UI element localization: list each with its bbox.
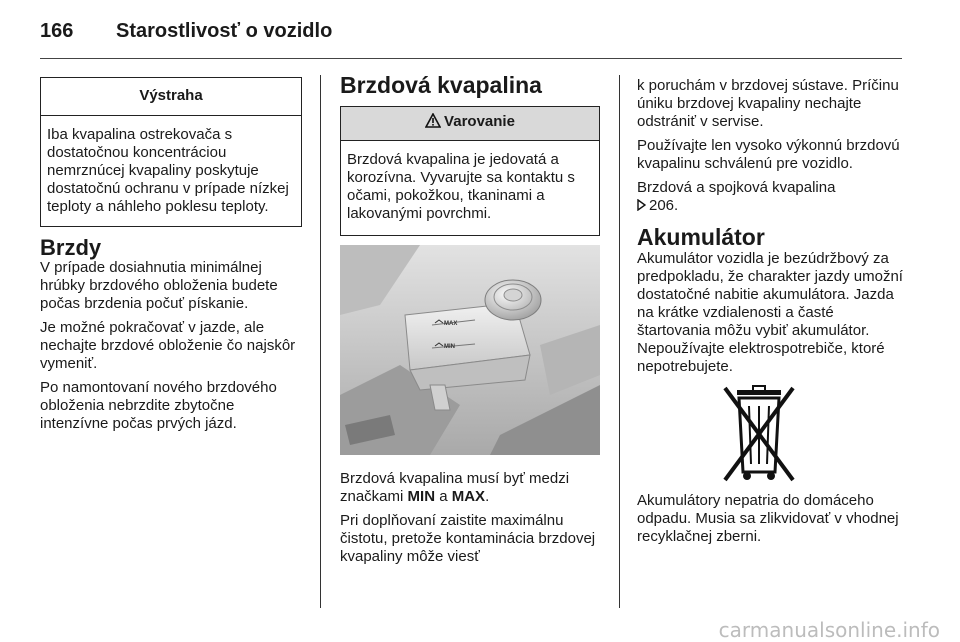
- warning-box: [40, 77, 302, 227]
- fluid-level-period: .: [485, 488, 490, 505]
- page-number: 166: [40, 20, 74, 42]
- max-mark-text: MAX: [451, 488, 486, 505]
- brakes-paragraph-2: Je možné pokračovať v jazde, ale nechajte brzdové obloženie čo najskôr vymeniť.: [40, 319, 296, 372]
- warning-text: Iba kvapalina ostrekovača s dostatočnou koncentráciou nemrznúcej kvapaliny poskytuje dostatočnú ochranu v prípade nízkej teploty a náhleho poklesu teploty.: [47, 126, 289, 215]
- column-divider-1: [320, 75, 321, 608]
- brake-fluid-heading: Brzdová kvapalina: [340, 72, 542, 98]
- leak-paragraph: k poruchám v brzdovej sústave. Príčinu úniku brzdovej kvapaliny nechajte odstrániť v servise.: [637, 77, 899, 130]
- battery-paragraph: Akumulátor vozidla je bezúdržbový za predpokladu, že charakter jazdy umožní dostatočné nabitie akumulátora. Jazda na krátke vzdialenosti a časté štartovania môžu vybiť akumulátor. Nepoužívajte elektrospotrebiče, ktoré nepotrebujete.: [637, 250, 903, 375]
- brakes-paragraph-3: Po namontovaní nového brzdového obloženia nebrzdite zbytočne intenzívne počas prvých jázd.: [40, 379, 277, 432]
- header-rule: [40, 58, 902, 59]
- caution-text: Brzdová kvapalina je jedovatá a korozívna. Vyvarujte sa kontaktu s očami, pokožkou, tkaninami a lakovanými povrchmi.: [347, 151, 575, 222]
- crossed-out-bin-icon: [719, 384, 799, 484]
- column-2: [340, 72, 602, 236]
- fluid-level-connector: a: [435, 488, 452, 505]
- fluid-reference-text: Brzdová a spojková kvapalina: [637, 179, 836, 196]
- refill-paragraph: Pri doplňovaní zaistite maximálnu čistotu, pretože kontaminácia brzdovej kvapaliny môže viesť: [340, 512, 596, 565]
- column-divider-2: [619, 75, 620, 608]
- warning-title: Výstraha: [41, 78, 301, 116]
- fluid-level-text: Brzdová kvapalina musí byť medzi značkami: [340, 470, 570, 505]
- page-reference-icon: [637, 198, 646, 216]
- column-2-lower: [340, 470, 602, 572]
- battery-heading: Akumulátor: [637, 224, 765, 250]
- page-title: Starostlivosť o vozidlo: [116, 20, 333, 42]
- fluid-quality-paragraph: Používajte len vysoko výkonnú brzdovú kvapalinu schválenú pre vozidlo.: [637, 137, 900, 172]
- brakes-paragraph-1: V prípade dosiahnutia minimálnej hrúbky brzdového obloženia budete počas brzdenia počuť pískanie.: [40, 259, 278, 312]
- brake-fluid-reservoir-photo: [340, 245, 600, 455]
- caution-header: [341, 107, 599, 141]
- warning-triangle-icon: [425, 113, 441, 133]
- watermark: carmanualsonline.info: [718, 618, 940, 642]
- column-3: [637, 77, 909, 552]
- min-mark-text: MIN: [407, 488, 436, 505]
- page-reference-link[interactable]: 206.: [649, 197, 679, 214]
- photo-min-label: MIN: [444, 344, 455, 350]
- column-1: [40, 77, 302, 439]
- caution-title: Varovanie: [444, 113, 515, 130]
- disposal-paragraph: Akumulátory nepatria do domáceho odpadu. Musia sa zlikvidovať v vhodnej recyklačnej zberni.: [637, 492, 899, 545]
- photo-max-label: MAX: [444, 321, 458, 327]
- fluid-reference-paragraph: [637, 179, 909, 216]
- fluid-level-paragraph: [340, 470, 602, 506]
- caution-box: [340, 106, 600, 236]
- brakes-heading: Brzdy: [40, 235, 102, 260]
